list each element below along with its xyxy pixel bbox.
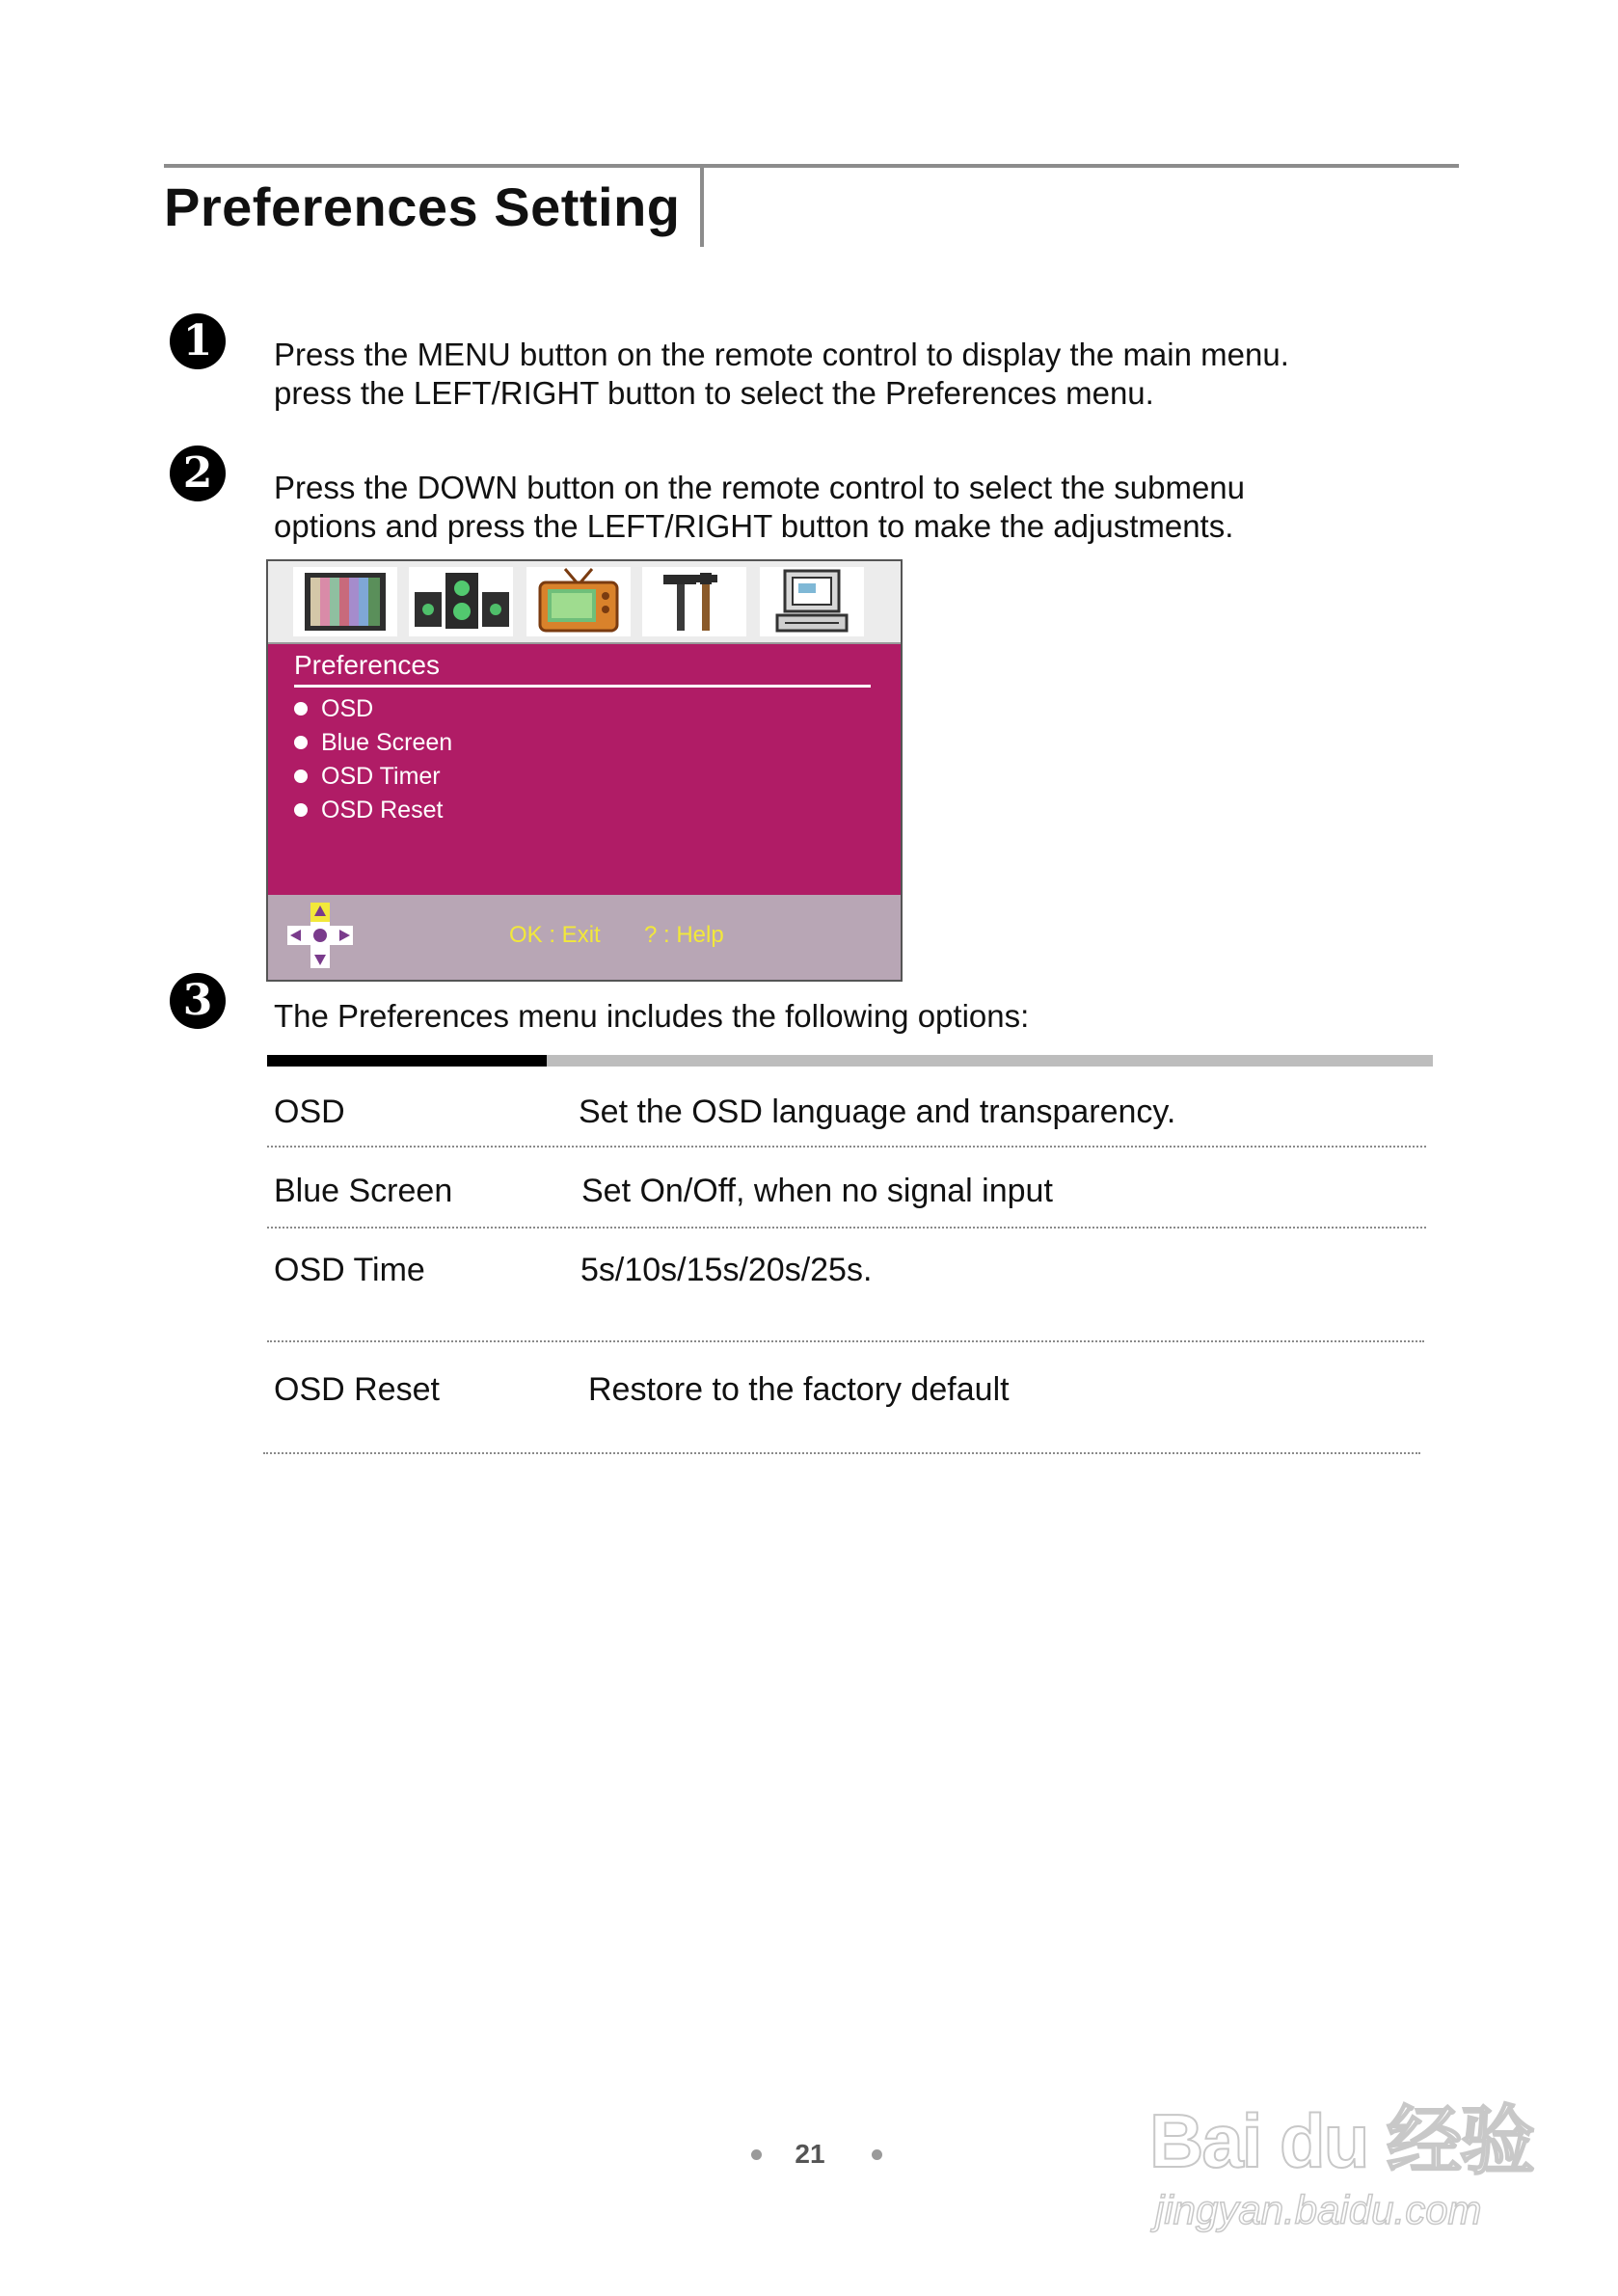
osd-menu-item-label: Blue Screen (321, 728, 453, 756)
page-dot-right (872, 2149, 882, 2160)
header-rule (164, 164, 1459, 168)
page-title: Preferences Setting (164, 176, 681, 237)
row-divider (263, 1452, 1420, 1454)
step-2-line-2: options and press the LEFT/RIGHT button to make the adjustments. (274, 508, 1234, 544)
step-1-marker: 1 (170, 313, 226, 369)
osd-menu-item-label: OSD Reset (321, 796, 444, 824)
option-name-osd-time: OSD Time (274, 1252, 425, 1288)
step-1-line-1: Press the MENU button on the remote control to display the main menu. (274, 337, 1289, 372)
osd-help-hint: ? : Help (644, 922, 724, 948)
baidu-watermark-url: jingyan.baidu.com (1155, 2187, 1482, 2232)
step-2-marker: 2 (170, 446, 226, 501)
step-1-line-2: press the LEFT/RIGHT button to select the Preferences menu. (274, 375, 1154, 411)
osd-footer (268, 895, 901, 980)
osd-menu-item-osd (294, 693, 373, 724)
dpad-icon (287, 903, 353, 968)
bullet-icon (294, 770, 308, 783)
bullet-icon (294, 803, 308, 817)
option-desc-blue-screen: Set On/Off, when no signal input (581, 1173, 1053, 1209)
option-name-osd-reset: OSD Reset (274, 1371, 440, 1408)
osd-menu-item-label: OSD (321, 694, 374, 722)
picture-icon (293, 567, 397, 636)
osd-exit-hint: OK : Exit (509, 922, 601, 948)
osd-icon-bar (268, 561, 901, 644)
row-divider (267, 1227, 1426, 1229)
title-divider (700, 166, 704, 247)
osd-menu-title: Preferences (294, 650, 440, 680)
baidu-watermark-logo: Bai du 经验 (1149, 2098, 1534, 2183)
osd-menu-item-osd-reset (294, 795, 443, 825)
option-name-osd: OSD (274, 1094, 345, 1130)
page-dot-left (751, 2149, 762, 2160)
step-3-marker: 3 (170, 973, 226, 1029)
tools-icon (642, 567, 746, 636)
computer-icon (760, 567, 864, 636)
option-desc-osd-reset: Restore to the factory default (588, 1371, 1010, 1408)
osd-menu-item-label: OSD Timer (321, 762, 441, 790)
option-desc-osd: Set the OSD language and transparency. (579, 1094, 1176, 1130)
osd-menu-item-blue-screen (294, 727, 452, 758)
osd-screen (266, 559, 903, 982)
sound-icon (409, 567, 513, 636)
bullet-icon (294, 702, 308, 716)
options-header-bar-dark (267, 1055, 547, 1067)
bullet-icon (294, 736, 308, 749)
step-2-line-1: Press the DOWN button on the remote control to select the submenu (274, 470, 1245, 505)
row-divider (267, 1146, 1426, 1148)
osd-menu-underline (294, 685, 871, 688)
row-divider (267, 1340, 1424, 1342)
osd-menu-item-osd-timer (294, 761, 441, 792)
step-3-line-1: The Preferences menu includes the following options: (274, 998, 1030, 1034)
option-name-blue-screen: Blue Screen (274, 1173, 453, 1209)
option-desc-osd-time: 5s/10s/15s/20s/25s. (580, 1252, 873, 1288)
tv-icon (526, 567, 631, 636)
page-number: 21 (795, 2139, 825, 2169)
options-header-bar-light (547, 1055, 1433, 1067)
